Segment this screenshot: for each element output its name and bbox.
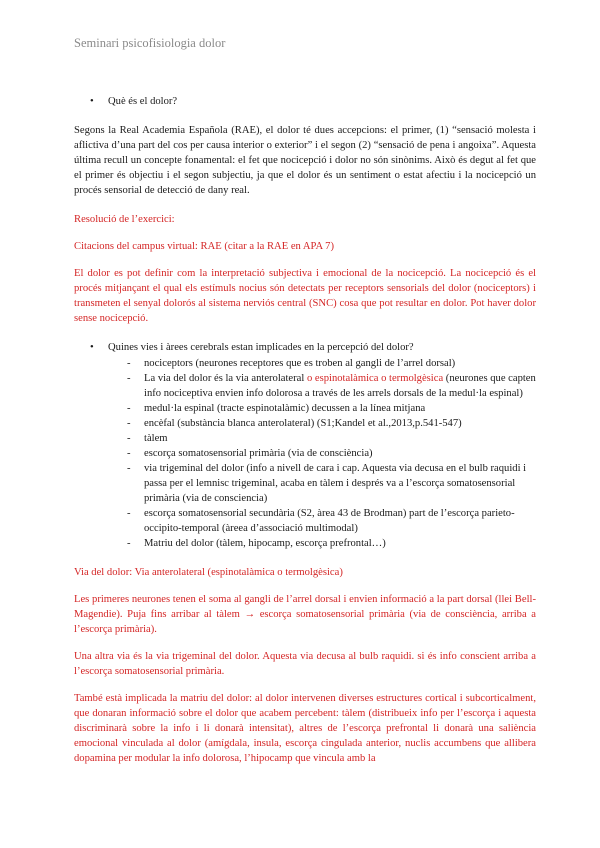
definition-paragraph: El dolor es pot definir com la interpretació subjectiva i emocional de la nocicepció. La nocicepció és el procés mitjançant el qual els estímuls nocius són detectats per receptors sensorials del dolor (nociceptors) i transmeten el senyal dolorós al sistema nerviós central (SNC) cosa que pot resultar en dolor. Pot haver dolor sense nocicepció. — [74, 268, 536, 324]
dash-icon: - — [127, 508, 131, 519]
list-item: - escorça somatosensorial secundària (S2, àrea 43 de Brodman) part de l’escorça parieto-occipito-temporal (àreea d’associació multimodal) — [127, 508, 515, 534]
question-text: Quines vies i àrees cerebrals estan implicades en la percepció del dolor? — [108, 342, 414, 353]
list-item: - nociceptors (neurones receptores que es troben al gangli de l’arrel dorsal) — [127, 358, 456, 369]
bullet-icon: • — [90, 96, 94, 107]
dash-icon: - — [127, 448, 131, 459]
trigeminal-paragraph: Una altra via és la via trigeminal del dolor. Aquesta via decusa al bulb raquidi. si és info conscient arriba a l’escorça somatosensorial primària. — [74, 651, 536, 677]
question-text: Què és el dolor? — [108, 96, 178, 107]
dash-icon: - — [127, 373, 131, 384]
citations-note: Citacions del campus virtual: RAE (citar a la RAE en APA 7) — [74, 241, 334, 252]
resolution-heading: Resolució de l’exercici: — [74, 214, 175, 225]
dash-icon: - — [127, 403, 131, 414]
dash-icon: - — [127, 538, 131, 549]
highlighted-text: o espinotalàmica o termolgèsica — [306, 373, 444, 384]
dash-icon: - — [127, 463, 131, 474]
bullet-icon: • — [90, 342, 94, 353]
document-body — [74, 94, 536, 766]
via-heading: Via del dolor: Via anterolateral (espinotalàmica o termolgèsica) — [74, 567, 343, 578]
pathways-list — [74, 356, 536, 551]
dash-icon: - — [127, 418, 131, 429]
first-neurons-paragraph: Les primeres neurones tenen el soma al gangli de l’arrel dorsal i envien informació a la part dorsal (llei Bell-Magendie). Puja fins arribar al tàlem → escorça somatosensorial primària (via de consciència, arriba a l’escorça primària). — [74, 594, 536, 635]
list-item: - La via del dolor és la via anterolateral o espinotalàmica o termolgèsica (neurones que capten info nociceptiva envien info dolorosa a través de les arrels dorsals de la medul·la espinal) — [127, 373, 536, 399]
dash-icon: - — [127, 433, 131, 444]
list-item: - medul·la espinal (tracte espinotalàmic) decussen a la línea mitjana — [127, 403, 426, 414]
question-pathways — [74, 340, 536, 355]
list-item: - tàlem — [127, 433, 168, 444]
dash-icon: - — [127, 358, 131, 369]
document-header: Seminari psicofisiologia dolor — [74, 36, 226, 50]
list-item: - Matriu del dolor (tàlem, hipocamp, escorça prefrontal…) — [127, 538, 386, 549]
list-item: - encèfal (substància blanca anterolateral) (S1;Kandel et al.,2013,p.541-547) — [127, 418, 462, 429]
pain-matrix-paragraph: També està implicada la matriu del dolor: al dolor intervenen diverses estructures cortical i subcorticalment, que donaran informació sobre el dolor que acabem percebent: tàlem (distribueix info per l’escorça i aquesta discriminarà sobre la info i li donarà intensitat), altres de l’escorça prefrontal li donarà una saliència emocional vinculada al dolor (amígdala, insula, escorça cingulada anterior, nuclis accumbens que allibera dopamina per modular la info dolorosa, l’hipocamp que vincula amb la — [74, 693, 536, 764]
question-what-is-pain — [74, 94, 536, 109]
list-item: - via trigeminal del dolor (info a nivell de cara i cap. Aquesta via decusa en el bulb raquidi i passa per el lemnisc trigeminal, acaba en tàlem i després va a l’escorça somatosensorial primària (via de consciencia) — [127, 463, 527, 504]
list-item: - escorça somatosensorial primària (via de consciència) — [127, 448, 373, 459]
intro-paragraph: Segons la Real Academia Española (RAE), el dolor té dues accepcions: el primer, (1) “sensació molesta i aflictiva d’una part del cos per causa interior o exterior” i el segon (2) “sensació de pena i angoixa”. Aquesta última recull un concepte fonamental: el fet que nocicepció i dolor no són sinònims. Això és degut al fet que el primer és objectiu i el segon subjectiu, ja que el dolor és un sentiment o estat afectiu i la nocicepció un procés sensorial de detecció de dany real. — [74, 125, 536, 196]
